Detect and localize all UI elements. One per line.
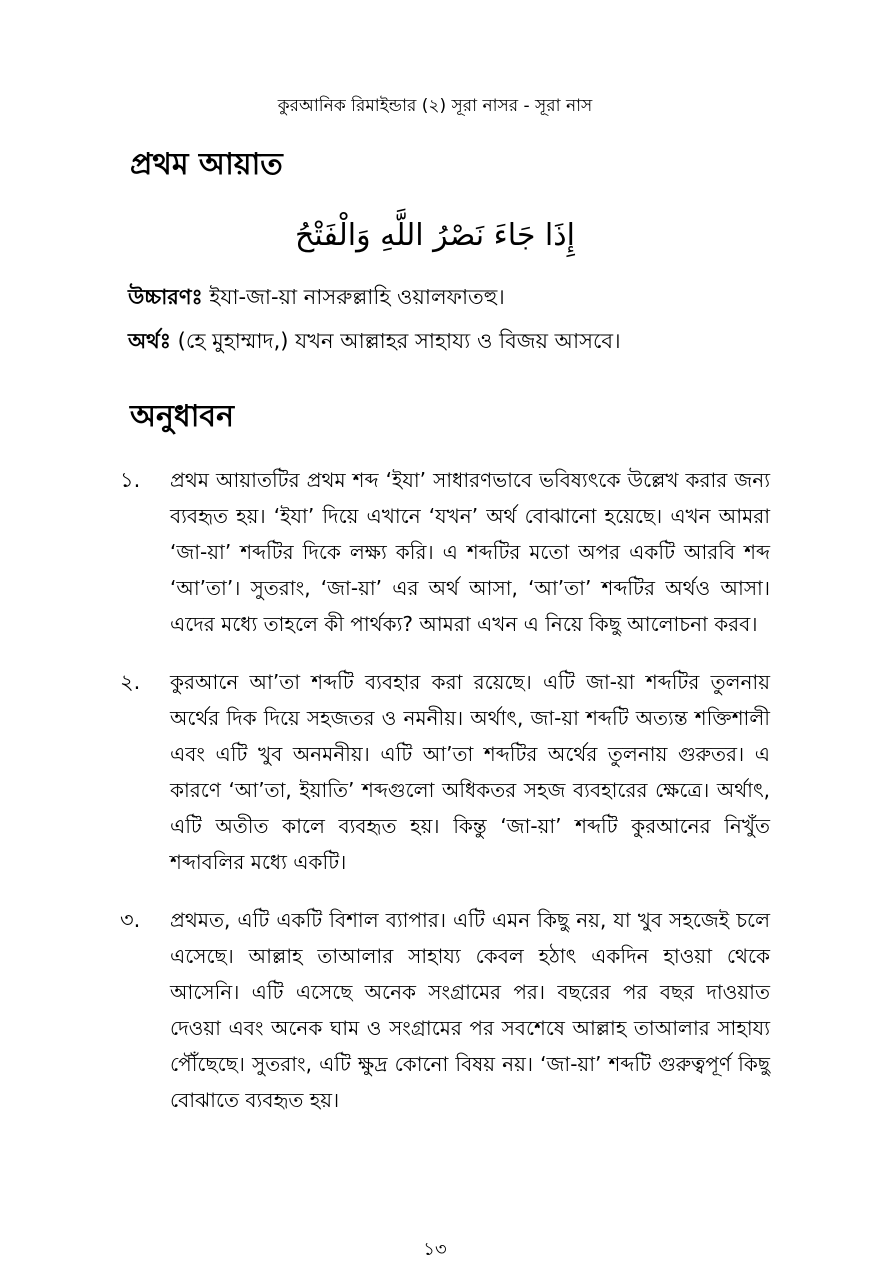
list-item-text: প্রথম আয়াতটির প্রথম শব্দ ‘ইযা’ সাধারণভাবে ভবিষ্যৎকে উল্লেখ করার জন্য ব্যবহৃত হয়। ‘ইযা’ দিয়ে এখানে ‘যখন’ অর্থ বোঝানো হয়েছে। এখন আমরা ‘জা-য়া’ শব্দটির দিকে লক্ষ্য করি। এ শব্দটির মতো অপর একটি আরবি শব্দ ‘আ’তা’। সুতরাং, ‘জা-য়া’ এর অর্থ আসা, ‘আ’তা’ শব্দটির অর্থও আসা। এদের মধ্যে তাহলে কী পার্থক্য? আমরা এখন এ নিয়ে কিছু আলোচনা করব। <box>170 468 770 636</box>
list-item-number: ৩. <box>120 908 141 932</box>
list-item <box>120 664 770 880</box>
section-heading-reflection: অনুধাবন <box>130 399 235 434</box>
meaning-label: অর্থঃ <box>128 329 171 353</box>
list-item-number: ১. <box>120 468 141 492</box>
meaning-text: (হে মুহাম্মাদ,) যখন আল্লাহর সাহায্য ও বিজয় আসবে। <box>170 329 621 353</box>
reflection-list <box>120 462 770 1118</box>
pronunciation-label: উচ্চারণঃ <box>128 285 203 309</box>
list-item-text: কুরআনে আ’তা শব্দটি ব্যবহার করা রয়েছে। এটি জা-য়া শব্দটির তুলনায় অর্থের দিক দিয়ে সহজতর ও নমনীয়। অর্থাৎ, জা-য়া শব্দটি অত্যন্ত শক্তিশালী এবং এটি খুব অনমনীয়। এটি আ’তা শব্দটির অর্থের তুলনায় গুরুতর। এ কারণে ‘আ’তা, ইয়াতি’ শব্দগুলো অধিকতর সহজ ব্যবহারের ক্ষেত্রে। অর্থাৎ, এটি অতীত কালে ব্যবহৃত হয়। কিন্তু ‘জা-য়া’ শব্দটি কুরআনের নিখুঁত শব্দাবলির মধ্যে একটি। <box>170 670 770 874</box>
page-number: ১৩ <box>423 1239 447 1260</box>
pronunciation-line <box>128 282 770 312</box>
pronunciation-text: ইযা-জা-য়া নাসরুল্লাহি ওয়ালফাতহু। <box>202 285 505 309</box>
section-heading-first-verse: প্রথম আয়াত <box>130 147 283 182</box>
arabic-verse: إِذَا جَاءَ نَصْرُ اللَّهِ وَالْفَتْحُ <box>295 218 575 253</box>
list-item <box>120 902 770 1118</box>
list-item-text: প্রথমত, এটি একটি বিশাল ব্যাপার। এটি এমন কিছু নয়, যা খুব সহজেই চলে এসেছে। আল্লাহ তাআলার সাহায্য কেবল হঠাৎ একদিন হাওয়া থেকে আসেনি। এটি এসেছে অনেক সংগ্রামের পর। বছরের পর বছর দাওয়াত দেওয়া এবং অনেক ঘাম ও সংগ্রামের পর সবশেষে আল্লাহ তাআলার সাহায্য পৌঁছেছে। সুতরাং, এটি ক্ষুদ্র কোনো বিষয় নয়। ‘জা-য়া’ শব্দটি গুরুত্বপূর্ণ কিছু বোঝাতে ব্যবহৃত হয়। <box>170 908 770 1112</box>
meaning-line <box>128 326 770 356</box>
running-header: কুরআনিক রিমাইন্ডার (২) সূরা নাসর - সূরা নাস <box>277 96 593 116</box>
list-item-number: ২. <box>120 670 141 694</box>
list-item <box>120 462 770 642</box>
